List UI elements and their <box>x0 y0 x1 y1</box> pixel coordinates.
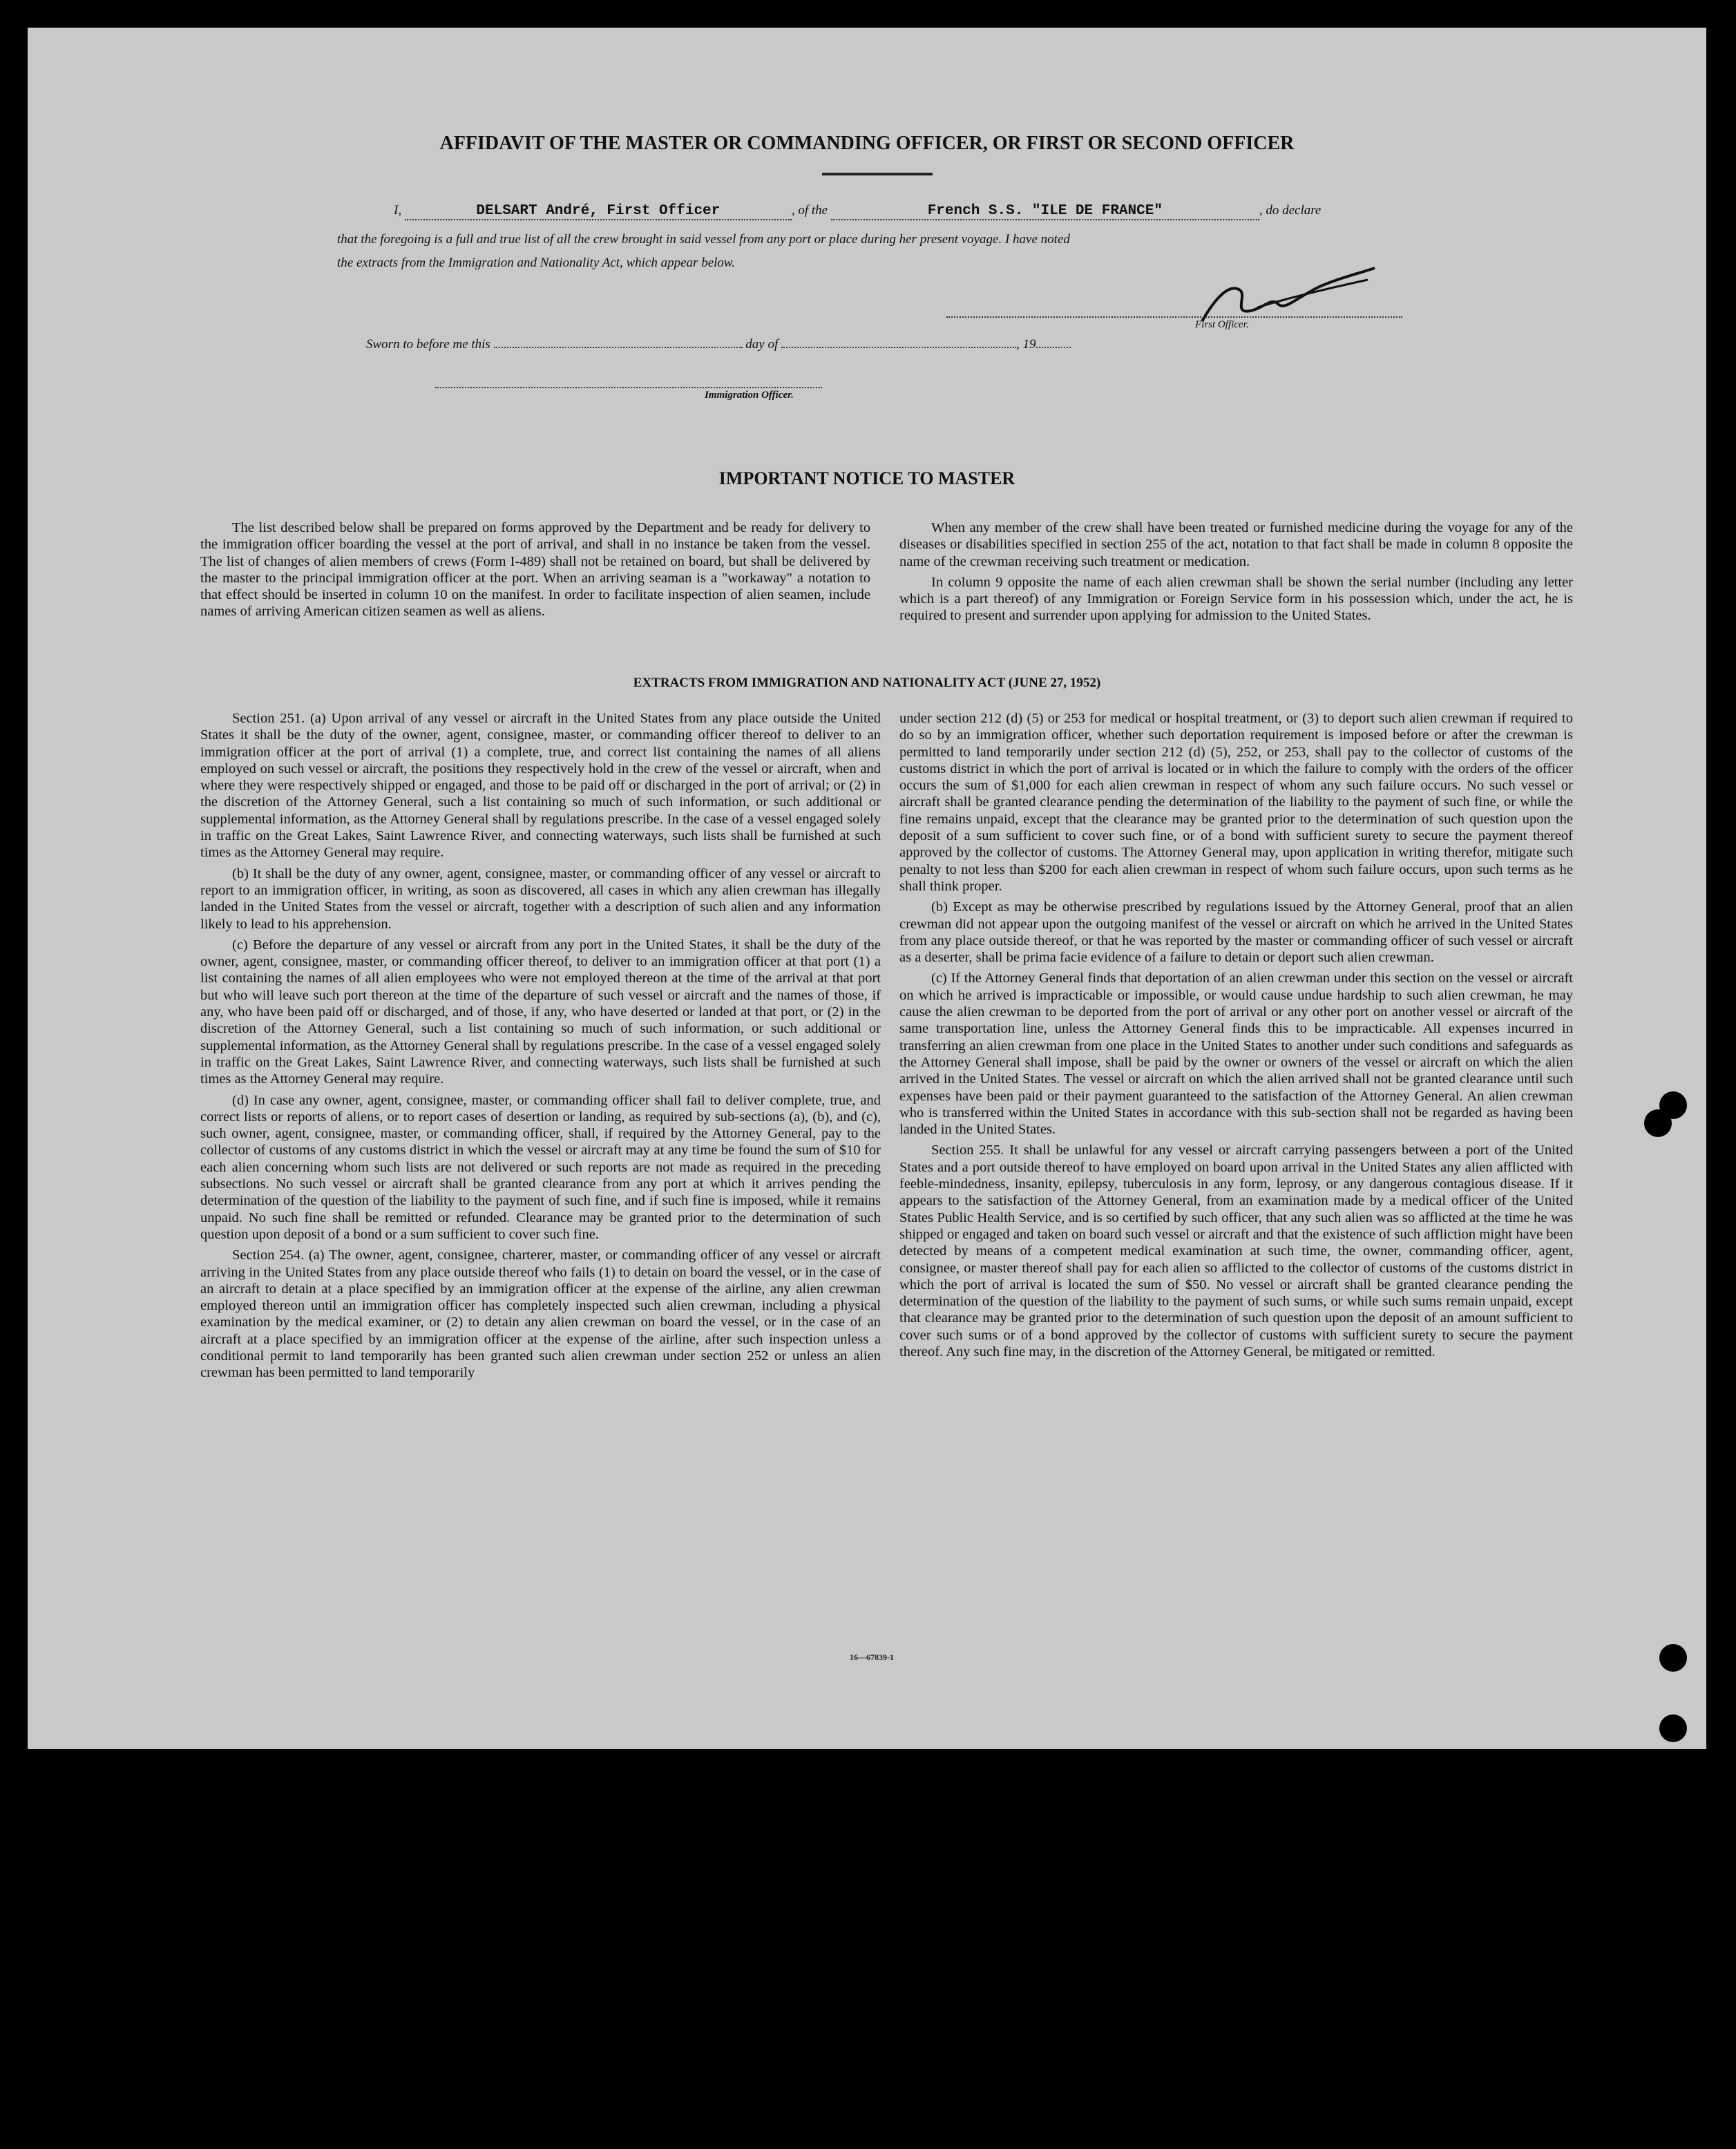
extract-paragraph: (d) In case any owner, agent, consignee, master, or commanding officer shall fail to deliver complete, true, and correct lists or reports of aliens, or to report cases of desertion or landing, as required by sub-sections (a), (b), and (c), such owner, agent, consignee, master, or commanding officer, shall, if required by the Attorney General, pay to the collector of customs of any customs district in which the vessel or aircraft may at any time be found the sum of $10 for each alien concerning whom such lists are not delivered or such reports are not made as required in the preceding subsections. No such vessel or aircraft shall be granted clearance from any port at which it arrives pending the determination of the question of the liability to the payment of such fine, and if such fine is imposed, while it remains unpaid. No such fine shall be remitted or refunded. Clearance may be granted prior to the determination of such question upon deposit of a bond or a sum sufficient to cover such fine. <box>200 1092 881 1242</box>
sworn-year-field <box>1036 347 1071 348</box>
vessel-field <box>831 203 1259 220</box>
notice-paragraph: When any member of the crew shall have been treated or furnished medicine during the voyage for any of the diseases or disabilities specified in section 255 of the act, notation to that fact shall be made in column 8 opposite the name of the crewman receiving such treatment or medication. <box>899 520 1573 569</box>
binder-hole <box>1659 1644 1687 1672</box>
notice-right-column <box>899 519 1573 629</box>
affidavit-line-2: that the foregoing is a full and true list of all the crew brought in said vessel from any port or place during her present voyage. I have noted <box>337 232 1070 247</box>
officer-name-field <box>405 203 792 220</box>
sworn-month-field <box>781 347 1016 348</box>
affidavit-title: AFFIDAVIT OF THE MASTER OR COMMANDING OFFICER, OR FIRST OR SECOND OFFICER <box>439 133 1295 154</box>
extract-paragraph: (b) Except as may be otherwise prescribed by regulations issued by the Attorney General, proof that an alien crewman did not appear upon the outgoing manifest of the vessel or aircraft on which he arrived in the United States from any place outside thereof, or that he was reported by the master or commanding officer of such vessel or aircraft as a deserter, shall be prima facie evidence of a failure to detain or deport such alien crewman. <box>899 899 1573 966</box>
year-prefix: , 19 <box>1016 337 1036 352</box>
notice-left-column <box>200 519 870 624</box>
do-declare-label: , do declare <box>1259 203 1322 218</box>
immigration-officer-caption: Immigration Officer. <box>705 390 794 401</box>
notice-paragraph: In column 9 opposite the name of each alien crewman shall be shown the serial number (including any letter which is a part thereof) of any Immigration or Foreign Service form in his possession which, under the act, he is required to present and surrender upon applying for admission to the United States. <box>899 574 1573 624</box>
notice-paragraph: The list described below shall be prepared on forms approved by the Department and be ready for delivery to the immigration officer boarding the vessel at the port of arrival, and shall in no instance be taken from the vessel. The list of changes of alien members of crews (Form I-489) shall not be retained on board, but shall be delivered by the master to the principal immigration officer at the port. When an arriving seaman is a "workaway" a notation to that effect should be inserted in column 10 on the manifest. In order to facilitate inspection of alien seamen, include names of arriving American citizen seamen as well as aliens. <box>200 520 870 620</box>
extract-paragraph: (c) Before the departure of any vessel or aircraft from any port in the United States, it shall be the duty of the owner, agent, consignee, master, or commanding officer thereof, to deliver to an immigration officer at that port (1) a list containing the names of all alien employees who were not employed thereon at the time of the arrival at that port but who will leave such port thereon at the time of the departure of such vessel or aircraft and the names of those, if any, who have been paid off or discharged, and of those, if any, who have deserted or landed at that port, or (2) in the discretion of the Attorney General, such a list containing so much of such information, or such additional or supplemental information, as the Attorney General shall by regulations prescribe. In the case of a vessel engaged solely in traffic on the Great Lakes, Saint Lawrence River, and connecting waterways, such lists shall be furnished at such times as the Attorney General may require. <box>200 937 881 1087</box>
signature-caption: First Officer. <box>1195 319 1249 330</box>
officer-name-value: DELSART André, First Officer <box>476 203 721 219</box>
extract-paragraph: Section 255. It shall be unlawful for any vessel or aircraft carrying passengers between a port of the United States and a port outside thereof to have employed on board upon arrival in the United States any alien afflicted with feeble-mindedness, insanity, epilepsy, tuberculosis in any form, leprosy, or any dangerous contagious disease. If it appears to the satisfaction of the Attorney General, from an examination made by a medical officer of the United States Public Health Service, and is so certified by such officer, that any such alien was so afflicted at the time he was shipped or engaged and taken on board such vessel or aircraft and that the existence of such affliction might have been detected by means of a competent medical examination at such time, the owner, commanding officer, agent, consignee, or master thereof shall pay for each alien so afflicted to the collector of customs of the customs district in which the port of arrival is located the sum of $50. No vessel or aircraft shall be granted clearance pending the determination of the question of the liability to the payment of such sums, or while such sums remain unpaid, except that clearance may be granted prior to the determination of such question upon the deposit of an amount sufficient to cover such sums or of a bond approved by the collector of customs with sufficient surety to secure the payment thereof. Any such fine may, in the discretion of the Attorney General, be mitigated or remitted. <box>899 1143 1573 1359</box>
day-of-label: day of <box>745 337 779 352</box>
extract-paragraph: under section 212 (d) (5) or 253 for medical or hospital treatment, or (3) to deport such alien crewman if required to do so by an immigration officer, whether such deportation requirement is imposed before or after the crewman is permitted to land temporarily under section 212 (d) (5), 252, or 253, shall pay to the collector of customs of the customs district in which the port of arrival is located or in which the failure to comply with the orders of the officer occurs the sum of $1,000 for each alien crewman in respect of whom any such failure occurs. No such vessel or aircraft shall be granted clearance pending the determination of the liability to the payment of such fine, or while the fine remains unpaid, except that the clearance may be granted prior to the determination of such question upon the deposit of a sum sufficient to cover such fine, or of a bond with sufficient surety to secure the payment thereof approved by the collector of customs. The Attorney General may, upon application in writing therefor, mitigate such penalty to not less than $200 for each alien crewman in respect of whom such failure occurs, upon such terms as he shall think proper. <box>899 711 1573 894</box>
extract-paragraph: (c) If the Attorney General finds that deportation of an alien crewman under this section on the vessel or aircraft on which he arrived is impracticable or impossible, or would cause undue hardship to such alien crewman, he may cause the alien crewman to be deported from the port of arrival or any other port on another vessel or aircraft of the same transportation line, unless the Attorney General finds this to be impracticable. All expenses incurred in transferring an alien crewman from one place in the United States to another under such conditions and safeguards as the Attorney General shall impose, shall be paid by the owner or owners of the vessel or aircraft on which the alien arrived in the United States. The vessel or aircraft on which the alien arrived shall not be granted clearance until such expenses have been paid or their payment guaranteed to the satisfaction of the Attorney General. An alien crewman who is transferred within the United States in accordance with this sub-section shall not be regarded as having been landed in the United States. <box>899 971 1573 1138</box>
affidavit-prefix: I, <box>394 203 402 218</box>
extract-paragraph: (b) It shall be the duty of any owner, agent, consignee, master, or commanding officer of any vessel or aircraft to report to an immigration officer, in writing, as soon as discovered, all cases in which any alien crewman has illegally landed in the United States from the vessel or aircraft, together with a description of such alien and any information likely to lead to his apprehension. <box>200 866 881 932</box>
title-divider <box>822 173 933 175</box>
of-the-label: , of the <box>791 203 828 218</box>
extract-paragraph: Section 251. (a) Upon arrival of any vessel or aircraft in the United States from any place outside the United States it shall be the duty of the owner, agent, consignee, master, or commanding officer thereof to deliver to an immigration officer at the port of arrival (1) a complete, true, and correct list containing the names of all aliens employed on such vessel or aircraft, the positions they respectively hold in the crew of the vessel or aircraft, when and where they were respectively shipped or engaged, and those to be paid off or discharged in the port of arrival; or (2) in the discretion of the Attorney General, such a list containing so much of such information, or such additional or supplemental information, as the Attorney General shall by regulations prescribe. In the case of a vessel engaged solely in traffic on the Great Lakes, Saint Lawrence River, and connecting waterways, such lists shall be furnished at such times as the Attorney General may require. <box>200 711 881 861</box>
affidavit-line-1 <box>394 203 1321 220</box>
form-number: 16—67839-1 <box>850 1652 894 1662</box>
extracts-left-column <box>200 710 881 1386</box>
immigration-officer-line <box>435 387 822 388</box>
vessel-name-value: French S.S. "ILE DE FRANCE" <box>927 203 1163 219</box>
extracts-right-column <box>899 710 1573 1364</box>
sworn-line <box>366 337 1071 352</box>
extract-paragraph: Section 254. (a) The owner, agent, consignee, charterer, master, or commanding officer of any vessel or aircraft arriving in the United States from any place outside thereof who fails (1) to detain on board the vessel, or in the case of an aircraft to detain at a place specified by an immigration officer at the expense of the airline, any alien crewman employed thereon until an immigration officer has completely inspected such alien crewman, including a physical examination by the medical examiner, or (2) to detain any alien crewman on board the vessel, or in the case of an aircraft at a place specified by an immigration officer at the expense of the airline, after such inspection unless a conditional permit to land temporarily has been granted such alien crewman under section 252 or unless an alien crewman has been permitted to land temporarily <box>200 1248 881 1381</box>
extracts-title: EXTRACTS FROM IMMIGRATION AND NATIONALITY ACT (JUNE 27, 1952) <box>633 676 1101 690</box>
affidavit-line-3: the extracts from the Immigration and Nationality Act, which appear below. <box>337 256 735 270</box>
sworn-day-field <box>494 347 743 348</box>
signature-line <box>946 316 1402 318</box>
binder-hole <box>1659 1715 1687 1742</box>
notice-title: IMPORTANT NOTICE TO MASTER <box>718 468 1015 488</box>
sworn-prefix: Sworn to before me this <box>366 337 490 352</box>
document-page <box>28 28 1706 1749</box>
binder-hole <box>1644 1109 1672 1137</box>
